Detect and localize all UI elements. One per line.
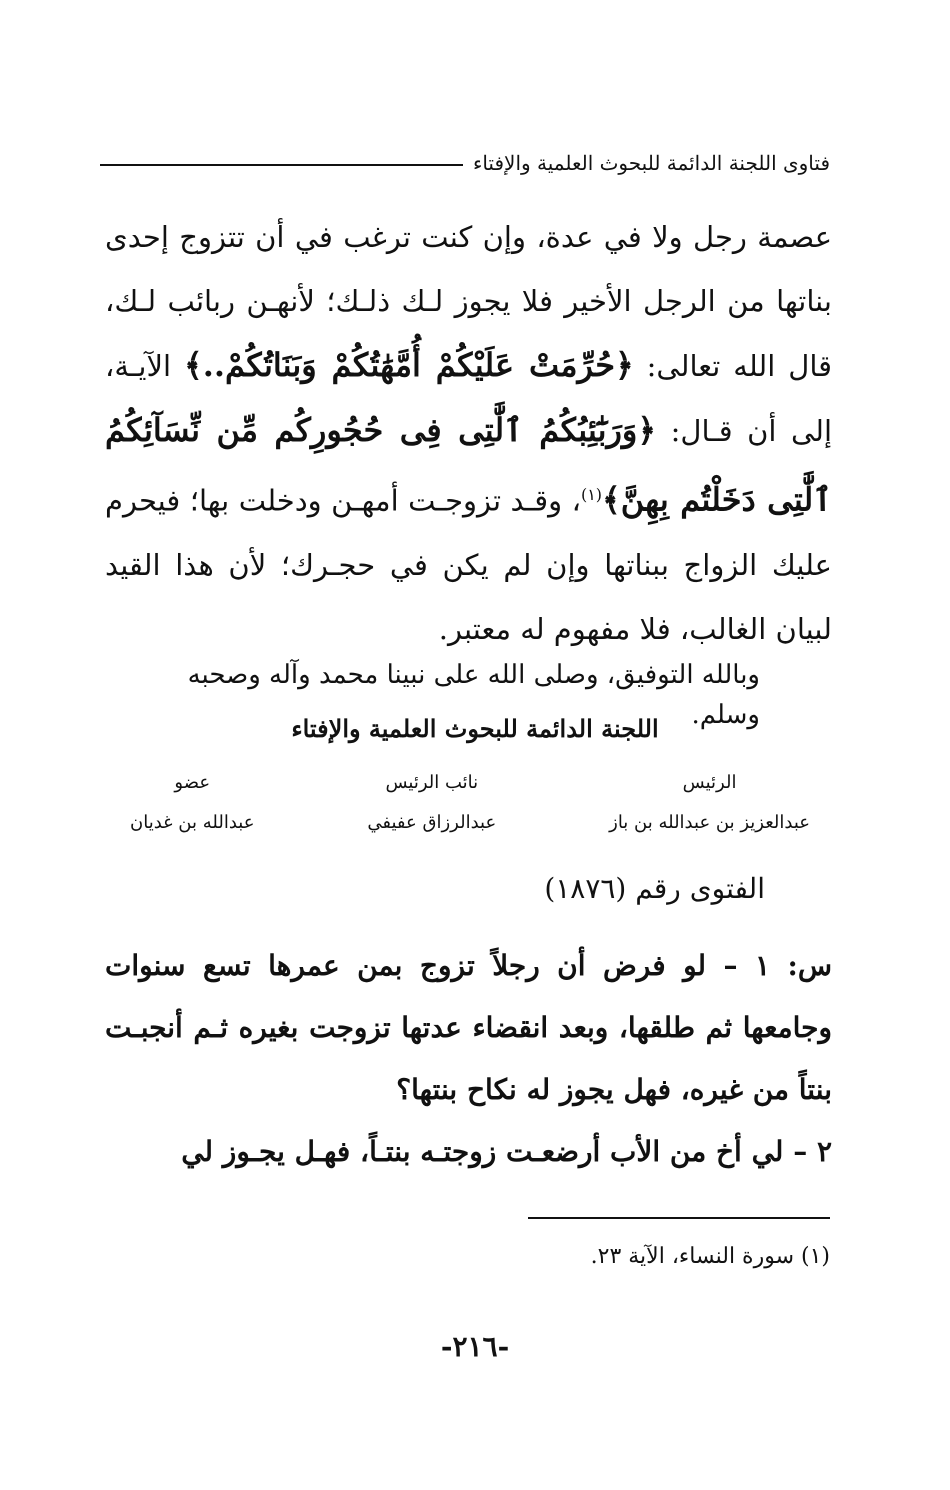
committee-title: اللجنة الدائمة للبحوث العلمية والإفتاء	[291, 714, 659, 743]
signature-deputy	[367, 763, 496, 843]
question-part-2: ٢ – لي أخ من الأب أرضعـت زوجتـه بنتـاً، فهـل يجـوز لي	[181, 1135, 832, 1168]
signature-name: عبدالعزيز بن عبدالله بن باز	[609, 812, 810, 833]
fatwa-number-heading: الفتوى رقم (١٨٧٦)	[544, 872, 765, 905]
answer-conclusion: ، وقـد تزوجـت أمهـن ودخلت بها؛ فيحرم عليك الزواج ببناتها وإن لم يكن في حجـرك؛ لأن هذا القيد لبيان الغالب، فلا مفهوم له معتبر.	[105, 483, 832, 646]
signature-chairman	[609, 763, 810, 843]
footnote-separator	[528, 1217, 830, 1219]
signature-name: عبدالله بن غديان	[130, 812, 255, 833]
signature-role: عضو	[174, 772, 211, 793]
answer-paragraph	[105, 205, 832, 661]
answer-line-2: بناتها من الرجل الأخير فلا يجوز لـك ذلـك؛ لأنهـن ربائب لـك،	[105, 284, 832, 318]
footnote-marker: (١)	[580, 485, 603, 504]
header-rule	[100, 164, 463, 166]
fatwa-question	[105, 935, 832, 1183]
answer-line-4-prefix: الآيـة، إلى أن قـال:	[105, 349, 833, 448]
header-title: فتاوى اللجنة الدائمة للبحوث العلمية والإفتاء	[472, 151, 830, 175]
quran-verse-1: ﴿حُرِّمَتْ عَلَيْكُمْ أُمَّهَٰتُكُمْ وَبَنَاتُكُمْ..﴾	[184, 346, 634, 384]
quran-verse-2: ﴿وَرَبَٰٓئِبُكُمُ ٱلَّٰتِى فِى حُجُورِكُم مِّن نِّسَآئِكُمُ ٱلَّٰتِى دَخَلْتُم بِهِنَّ﴾	[105, 411, 832, 519]
running-header	[100, 145, 830, 181]
signature-name: عبدالرزاق عفيفي	[367, 812, 497, 833]
closing-formula: وبالله التوفيق، وصلى الله على نبينا محمد وآله وصحبه وسلم.	[187, 660, 760, 730]
answer-line-3-prefix: قال الله تعالى:	[633, 349, 833, 383]
page-number: -٢١٦-	[440, 1330, 510, 1363]
signature-role: الرئيس	[682, 772, 737, 793]
committee-signatures	[130, 763, 810, 843]
answer-line-1: عصمة رجل ولا في عدة، وإن كنت ترغب في أن تتزوج إحدى	[105, 220, 832, 254]
fatwa-answer-text	[105, 205, 832, 661]
signature-role: نائب الرئيس	[385, 772, 479, 793]
signature-member	[130, 763, 254, 843]
question-part-1: س: ١ – لو فرض أن رجلاً تزوج بمن عمرها تسع سنوات وجامعها ثم طلقها، وبعد انقضاء عدتها تزوجت بغيره ثـم أنجبـت بنتاً من غيره، فهل يجوز له نكاح بنتها؟	[105, 949, 832, 1106]
footnote-text: (١) سورة النساء، الآية ٢٣.	[590, 1244, 830, 1269]
